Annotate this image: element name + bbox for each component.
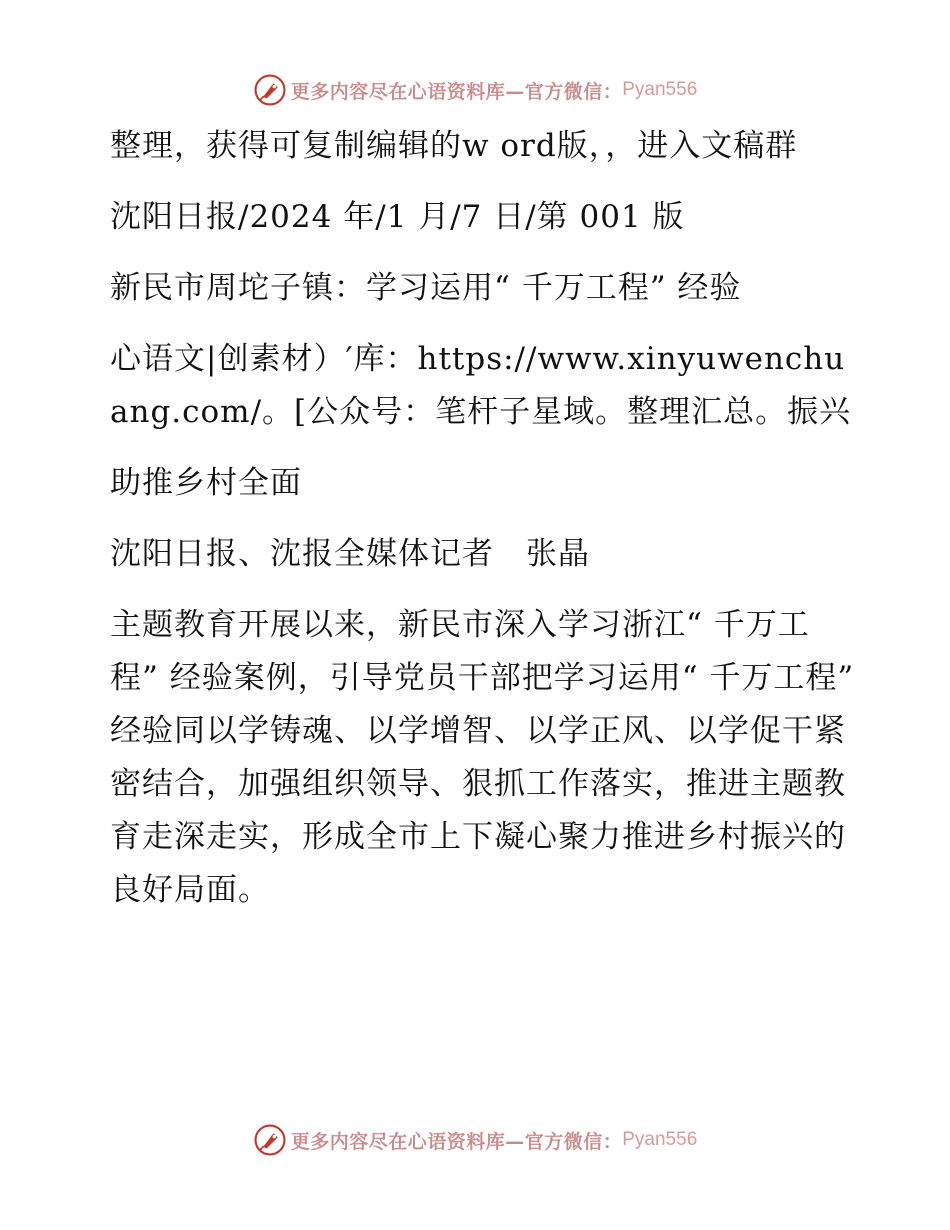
paragraph-notice: 整理，获得可复制编辑的w ord版，，进入文稿群: [110, 128, 798, 164]
banner-text: 更多内容尽在心语资料库—官方微信：: [290, 80, 623, 103]
paragraph-source: 沈阳日报/2024 年/1 月/7 日/第 001 版: [110, 199, 685, 235]
document-body: [96, 120, 856, 935]
header-watermark-banner: [0, 70, 950, 110]
paragraph-body: 主题教育开展以来，新民市深入学习浙江“ 千万工程” 经验案例，引导党员干部把学习运用“ 千万工程” 经验同以学铸魂、以学增智、以学正风、以学促干紧密结合，加强组织领导、狠抓工作落实，推进主题教育走深走实，形成全市上下凝心聚力推进乡村振兴的良好局面。: [110, 607, 855, 908]
paragraph-subheadline: 助推乡村全面: [110, 465, 302, 501]
banner-wechat-id: Pyan556: [622, 79, 698, 100]
banner-wechat-id: Pyan556: [622, 1129, 698, 1150]
paragraph-watermark-note: 心语文|创素材）′库：https://www.xinyuwenchuang.com/。[公众号：笔杆子星域。整理汇总。振兴: [110, 341, 852, 430]
paragraph-byline: 沈阳日报、沈报全媒体记者 张晶: [110, 536, 590, 572]
paragraph-headline: 新民市周坨子镇：学习运用“ 千万工程” 经验: [110, 270, 742, 306]
pen-nib-logo-icon: [253, 73, 287, 107]
pen-nib-logo-icon: [253, 1123, 287, 1157]
footer-watermark-banner: [0, 1120, 950, 1160]
banner-text: 更多内容尽在心语资料库—官方微信：: [290, 1130, 623, 1153]
